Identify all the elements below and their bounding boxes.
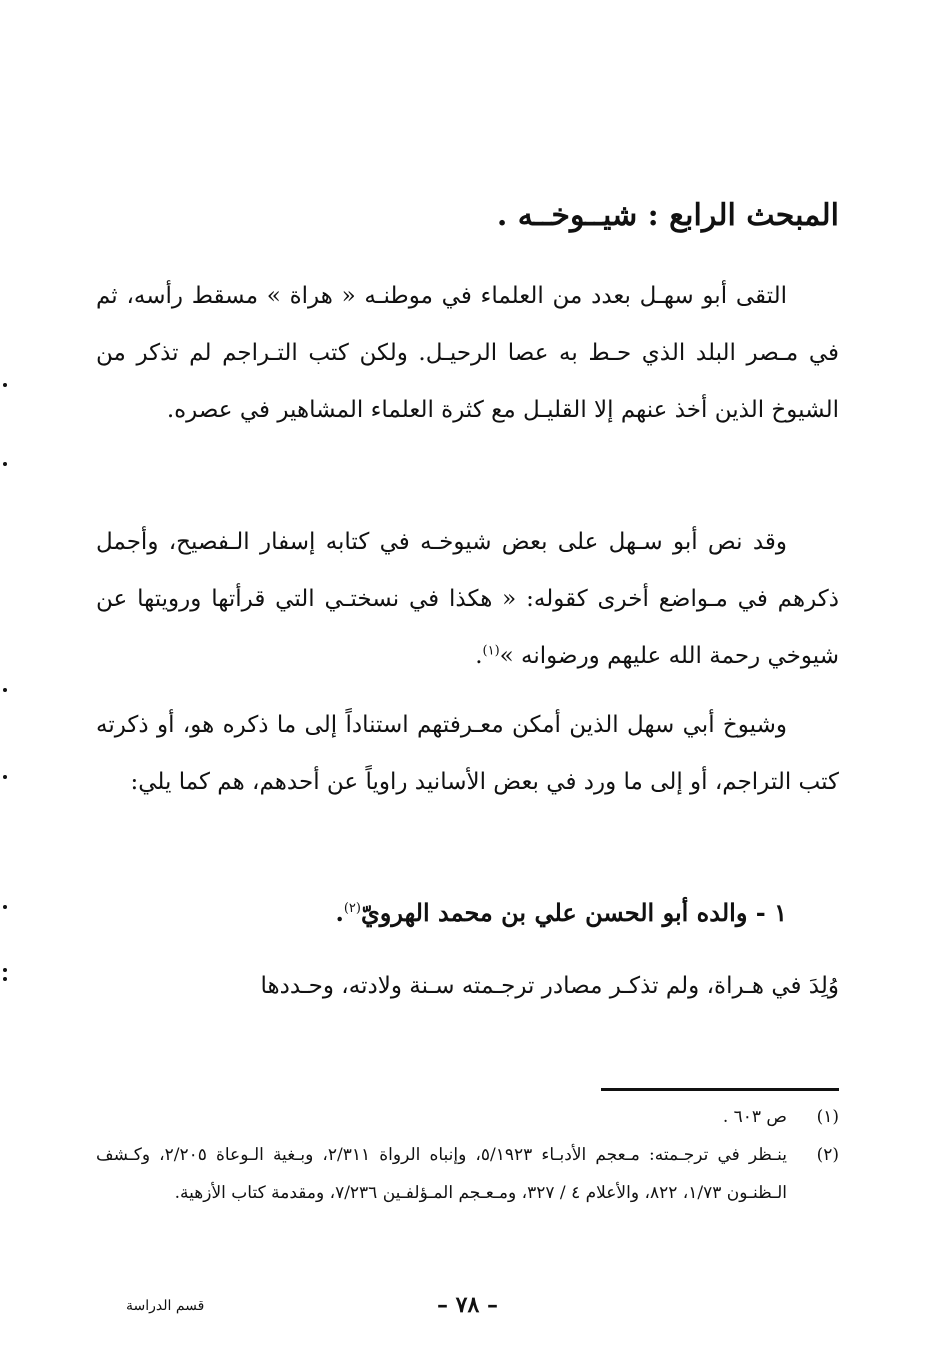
sheikh-heading-period: . xyxy=(335,898,344,927)
footnote-1 xyxy=(96,1098,839,1136)
margin-mark xyxy=(3,968,7,972)
paragraph-2-period: . xyxy=(475,643,483,669)
sheikh-heading xyxy=(96,885,839,941)
margin-mark xyxy=(3,775,7,779)
page-number: – ٧٨ – xyxy=(437,1292,498,1318)
footnote-2-text: ينـظر في ترجـمته: مـعجم الأدبـاء ٥/١٩٢٣، وإنباه الرواة ٢/٣١١، وبـغية الـوعاة ٢/٢٠٥، وكـشف الـظنـون ١/٧٣، ٨٢٢، والأعلام ٤ / ٣٢٧، ومـعـجم المـؤلفـين ٧/٢٣٦، ومقدمة كتاب الأزهية. xyxy=(96,1145,787,1203)
margin-mark xyxy=(3,462,7,466)
footnotes xyxy=(96,1098,839,1212)
margin-mark xyxy=(3,688,7,692)
paragraph-2-text: وقد نص أبو سـهل على بعض شيوخـه في كتابه إسفار الـفصيح، وأجمل ذكرهم في مـواضع أخرى كقوله: « هكذا في نسختـي التي قرأتها ورويتها عن شيوخي رحمة الله عليهم ورضوانه » xyxy=(96,529,839,669)
margin-mark xyxy=(3,977,7,981)
paragraph-1: التقى أبو سهـل بعدد من العلماء في موطنـه « هراة » مسقط رأسه، ثم في مـصر البلد الذي حـط به عصا الرحيـل. ولكن كتب التـراجم لم تذكر من الشيوخ الذين أخذ عنهم إلا القليـل مع كثرة العلماء المشاهير في عصره. xyxy=(96,283,839,423)
paragraph-4: وُلِدَ في هـراة، ولم تذكـر مصادر ترجـمته سـنة ولادته، وحـددها xyxy=(260,973,839,999)
footnote-ref-2: (٢) xyxy=(343,901,361,916)
footnote-2 xyxy=(96,1136,839,1212)
paragraph-2 xyxy=(96,514,839,685)
paragraph-3: وشيوخ أبي سهل الذين أمكن معـرفتهم استناداً إلى ما ذكره هو، أو ذكرته كتب التراجم، أو إلى ما ورد في بعض الأسانيد راوياً عن أحدهم، هم كما يلي: xyxy=(96,712,839,795)
margin-mark xyxy=(3,905,7,909)
section-heading: المبحث الرابع : شيــوخــه . xyxy=(496,198,839,233)
footnote-2-number: (٢) xyxy=(816,1145,839,1165)
footnote-1-text: ص ٦٠٣ . xyxy=(722,1107,787,1127)
footnote-1-number: (١) xyxy=(816,1107,839,1127)
footnote-divider xyxy=(601,1088,839,1091)
margin-mark xyxy=(3,383,7,387)
section-name: قسم الدراسة xyxy=(126,1298,205,1314)
page-footer xyxy=(96,1292,839,1326)
sheikh-heading-text: ١ - والده أبو الحسن علي بن محمد الهرويّ xyxy=(360,898,787,927)
footnote-ref-1: (١) xyxy=(482,643,500,659)
